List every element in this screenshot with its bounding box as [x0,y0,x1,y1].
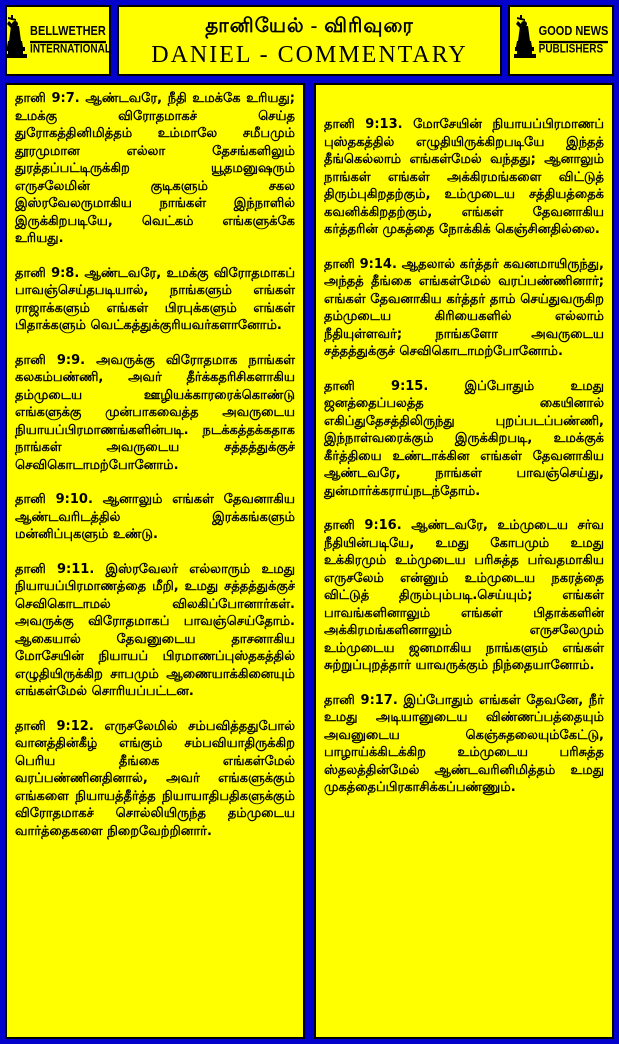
verse-paragraph: தானி 9:17. இப்போதும் எங்கள் தேவனே, நீர் உமது அடியானுடைய விண்ணப்பத்தையும் அவனுடைய கெஞ்சுதலையும்கேட்டு, பாழாய்க்கிடக்கிற உம்முடைய பரிசுத்த ஸ்தலத்தின்மேல் ஆண்டவரினிமித்தம் உமது முகத்தைப்பிரகாசிக்கப்பண்ணும். [324,692,604,795]
bellwether-name: BELLWETHER [30,24,106,42]
verse-paragraph: தானி 9:11. இஸ்ரவேலர் எல்லாரும் உமது நியாயப்பிரமாணத்தை மீறி, உமது சத்தத்துக்குச் செவிகொடாமல் விலகிப்போனார்கள். அவருக்கு விரோதமாகப் பாவஞ்செய்தோம். ஆகையால் தேவனுடைய தாசனாகிய மோசேயின் நியாயப் பிரமாணப்புஸ்தகத்தில் எழுதியிருக்கிற சாபமும் ஆணையாக்கினையும் எங்கள்மேல் சொரியப்பட்டன. [15,561,295,699]
verse-paragraph: தானி 9:12. எருசலேமில் சம்பவித்ததுபோல் வானத்தின்கீழ் எங்கும் சம்பவியாதிருக்கிற பெரிய தீங்கை எங்கள்மேல் வரப்பண்ணினதினால், அவர் எங்களுக்கும் எங்களை நியாயத்தீர்த்த நியாயாதிபதிகளுக்கும் விரோதமாகச் சொல்லியிருந்த தம்முடைய வார்த்தைகளை நிறைவேற்றினார். [15,718,295,839]
page-title-english: DANIEL - COMMENTARY [151,41,468,68]
left-text-column [5,83,305,1039]
bellwether-logo [5,5,111,76]
bellwether-subname: INTERNATIONAL [30,42,111,56]
right-text-column [314,83,614,1039]
verse-paragraph: தானி 9:9. அவருக்கு விரோதமாக நாங்கள் கலகம்பண்ணி, அவர் தீர்க்கதரிசிகளாகிய தம்முடைய ஊழியக்காரரைக்கொண்டு எங்களுக்கு முன்பாகவைத்த அவருடைய நியாயப்பிரமாணங்களின்படி. நடக்கத்தக்கதாக நாங்கள் அவருடைய சத்தத்துக்குச் செவிகொடாமற்போனோம். [15,352,295,473]
title-panel [117,5,502,76]
header [5,5,614,76]
goodnews-name: GOOD NEWS [539,24,609,42]
verse-paragraph: தானி 9:13. மோசேயின் நியாயப்பிரமாணப் புஸ்தகத்தில் எழுதியிருக்கிறபடியே இந்தத் தீங்கெல்லாம் எங்கள்மேல் வந்தது; ஆனாலும் நாங்கள் எங்கள் அக்கிரமங்களை விட்டுத் திரும்புகிறதற்கும், உம்முடைய சத்தியத்தைக் கவனிக்கிறதற்கும், எங்கள் தேவனாகிய கர்த்தரின் முகத்தை நோக்கிக் கெஞ்சினதில்லை. [324,117,604,237]
commentary-body [5,83,614,1039]
statue-icon [514,15,536,66]
verse-paragraph: தானி 9:15. இப்போதும் உமது ஜனத்தைப்பலத்த கையினால் எகிப்துதேசத்திலிருந்து புறப்படப்பண்ணி, இந்நாள்வரைக்கும் இருக்கிறபடி, உமக்குக் கீர்த்தியை உண்டாக்கின எங்கள் தேவனாகிய ஆண்டவரே, நாங்கள் பாவஞ்செய்து, துன்மார்க்கராய்நடந்தோம். [324,378,604,499]
goodnews-logo-text [539,26,609,56]
verse-paragraph: தானி 9:14. ஆதலால் கர்த்தர் கவனமாயிருந்து, அந்தத் தீங்கை எங்கள்மேல் வரப்பண்ணினார்; எங்கள் தேவனாகிய கர்த்தர் தாம் செய்துவருகிற தம்முடைய கிரியைகளில் எல்லாம் நீதியுள்ளவர்; நாங்களோ அவருடைய சத்தத்துக்குச் செவிகொடாமற்போனோம். [324,256,604,359]
page-title-tamil: தானியேல் - விரிவுரை [205,14,414,37]
verse-paragraph: தானி 9:10. ஆனாலும் எங்கள் தேவனாகிய ஆண்டவரிடத்தில் இரக்கங்களும் மன்னிப்புகளும் உண்டு. [15,492,295,542]
bellwether-logo-text [30,26,111,56]
verse-paragraph: தானி 9:7. ஆண்டவரே, நீதி உமக்கே உரியது; உமக்கு விரோதமாகச் செய்த துரோகத்தினிமித்தம் உம்மாலே சமீபமும் தூரமுமான எல்லா தேசங்களிலும் துரத்தப்பட்டிருக்கிற யூதமனுஷரும் எருசலேமின் குடிகளும் சகல இஸ்ரவேலருமாகிய நாங்கள் இந்நாளில் இருக்கிறபடியே, வெட்கம் எங்களுக்கே உரியது. [15,91,295,246]
verse-paragraph: தானி 9:16. ஆண்டவரே, உம்முடைய சர்வ நீதியின்படியே, உமது கோபமும் உமது உக்கிரமும் உம்முடைய பரிசுத்த பர்வதமாகிய எருசலேம் என்னும் உம்முடைய நகரத்தை விட்டுத் திரும்பும்படி.செய்யும்; எங்கள் பாவங்களினாலும் எங்கள் பிதாக்களின் அக்கிரமங்களினாலும் எருசலேமும் உம்முடைய ஜனமாகிய நாங்களும் எங்கள் சுற்றுப்புறத்தார் யாவருக்கும் நிந்தையானோம். [324,518,604,673]
goodnews-logo [508,5,614,76]
statue-icon [5,15,27,66]
goodnews-subname: PUBLISHERS [538,42,604,56]
verse-paragraph: தானி 9:8. ஆண்டவரே, உமக்கு விரோதமாகப் பாவஞ்செய்தபடியால், நாங்களும் எங்கள் ராஜாக்களும் எங்கள் பிரபுக்களும் எங்கள் பிதாக்களும் வெட்கத்துக்குரியவர்களானோம். [15,265,295,333]
